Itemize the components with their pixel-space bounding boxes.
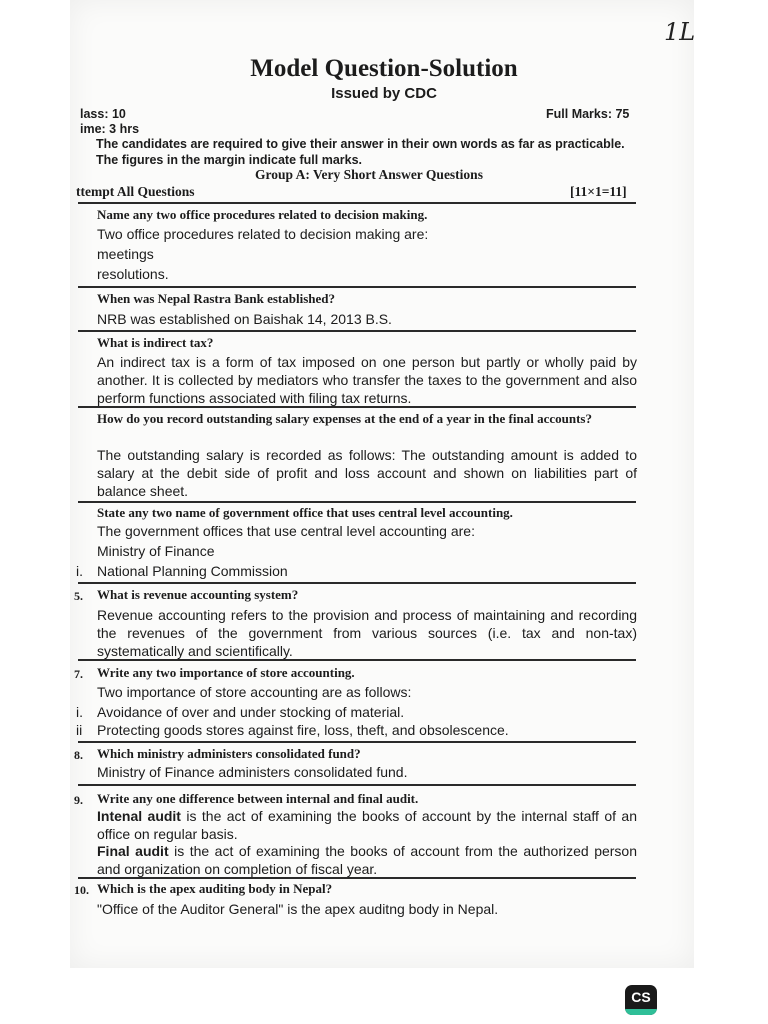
question-number: 10. <box>74 883 89 897</box>
camscanner-logo-text: CS <box>631 989 651 1005</box>
question-7: Write any two importance of store accounting. <box>97 665 355 680</box>
answer-1-item: resolutions. <box>97 266 169 282</box>
question-2: When was Nepal Rastra Bank established? <box>97 291 336 306</box>
question-number: 8. <box>74 748 83 762</box>
answer-10: "Office of the Auditor General" is the apex auditng body in Nepal. <box>97 901 499 917</box>
term-internal-audit: Intenal audit <box>97 808 181 824</box>
time-label: ime: 3 hrs <box>80 122 140 136</box>
answer-2: NRB was established on Baishak 14, 2013 B.S. <box>97 311 392 327</box>
camscanner-logo <box>625 985 657 1015</box>
answer-7-item: Avoidance of over and under stocking of material. <box>97 704 405 720</box>
divider <box>78 286 636 288</box>
divider <box>78 784 636 786</box>
question-number: 9. <box>74 793 83 807</box>
question-1: Name any two office procedures related to decision making. <box>97 207 428 222</box>
divider <box>78 501 636 503</box>
question-10: Which is the apex auditing body in Nepal? <box>97 881 333 896</box>
definition-final-audit: is the act of examining the books of account from the authorized person and organization on completion of fiscal year. <box>97 843 637 877</box>
answer-3: An indirect tax is a form of tax imposed on one person but partly or wholly paid by another. It is collected by mediators who transfer the taxes to the government and also perform functions associated with filing tax returns. <box>97 354 637 406</box>
answer-5-intro: The government offices that use central level accounting are: <box>97 523 475 539</box>
answer-7-item: Protecting goods stores against fire, loss, theft, and obsolescence. <box>97 722 509 738</box>
list-marker: ii <box>76 722 83 738</box>
answer-5-item: Ministry of Finance <box>97 543 215 559</box>
answer-5-item: National Planning Commission <box>97 563 288 579</box>
group-heading: Group A: Very Short Answer Questions <box>255 167 483 182</box>
answer-8: Ministry of Finance administers consolidated fund. <box>97 764 408 780</box>
divider <box>78 582 636 584</box>
answer-7-intro: Two importance of store accounting are as follows: <box>97 684 412 700</box>
question-4: How do you record outstanding salary expenses at the end of a year in the final accounts? <box>97 411 592 426</box>
page-subtitle: Issued by CDC <box>331 85 437 102</box>
answer-9-final <box>97 842 637 878</box>
list-marker: i. <box>76 704 83 720</box>
divider <box>78 659 636 661</box>
divider <box>78 877 636 879</box>
answer-1-item: meetings <box>97 246 154 262</box>
full-marks-label: Full Marks: 75 <box>546 107 630 121</box>
question-number: 5. <box>74 589 83 603</box>
question-9: Write any one difference between internal and final audit. <box>97 791 419 806</box>
question-number: 7. <box>74 667 83 681</box>
term-final-audit: Final audit <box>97 843 169 859</box>
class-label: lass: 10 <box>80 107 126 121</box>
divider <box>78 406 636 408</box>
list-marker: i. <box>76 563 83 579</box>
attempt-label: ttempt All Questions <box>76 184 195 199</box>
page-title: Model Question-Solution <box>250 55 518 82</box>
question-5: State any two name of government office that uses central level accounting. <box>97 505 513 520</box>
divider <box>78 741 636 743</box>
page-number: 1L <box>664 18 696 46</box>
question-6: What is revenue accounting system? <box>97 587 299 602</box>
question-8: Which ministry administers consolidated fund? <box>97 746 361 761</box>
divider <box>78 330 636 332</box>
question-3: What is indirect tax? <box>97 335 214 350</box>
answer-4: The outstanding salary is recorded as follows: The outstanding amount is added to salary at the debit side of profit and loss account and shown on liabilities part of balance sheet. <box>97 447 637 499</box>
divider <box>78 202 636 204</box>
answer-1-intro: Two office procedures related to decision making are: <box>97 226 429 242</box>
marks-label: [11×1=11] <box>570 184 627 199</box>
answer-9-internal <box>97 807 637 843</box>
answer-6: Revenue accounting refers to the provision and process of maintaining and recording the revenues of the government from various sources (i.e. tax and non-tax) systematically and scientifically. <box>97 607 637 659</box>
definition-internal-audit: is the act of examining the books of account by the internal staff of an office on regular basis. <box>97 808 637 842</box>
instructions: The candidates are required to give their answer in their own words as far as practicable. The figures in the margin indicate full marks. <box>96 137 625 167</box>
